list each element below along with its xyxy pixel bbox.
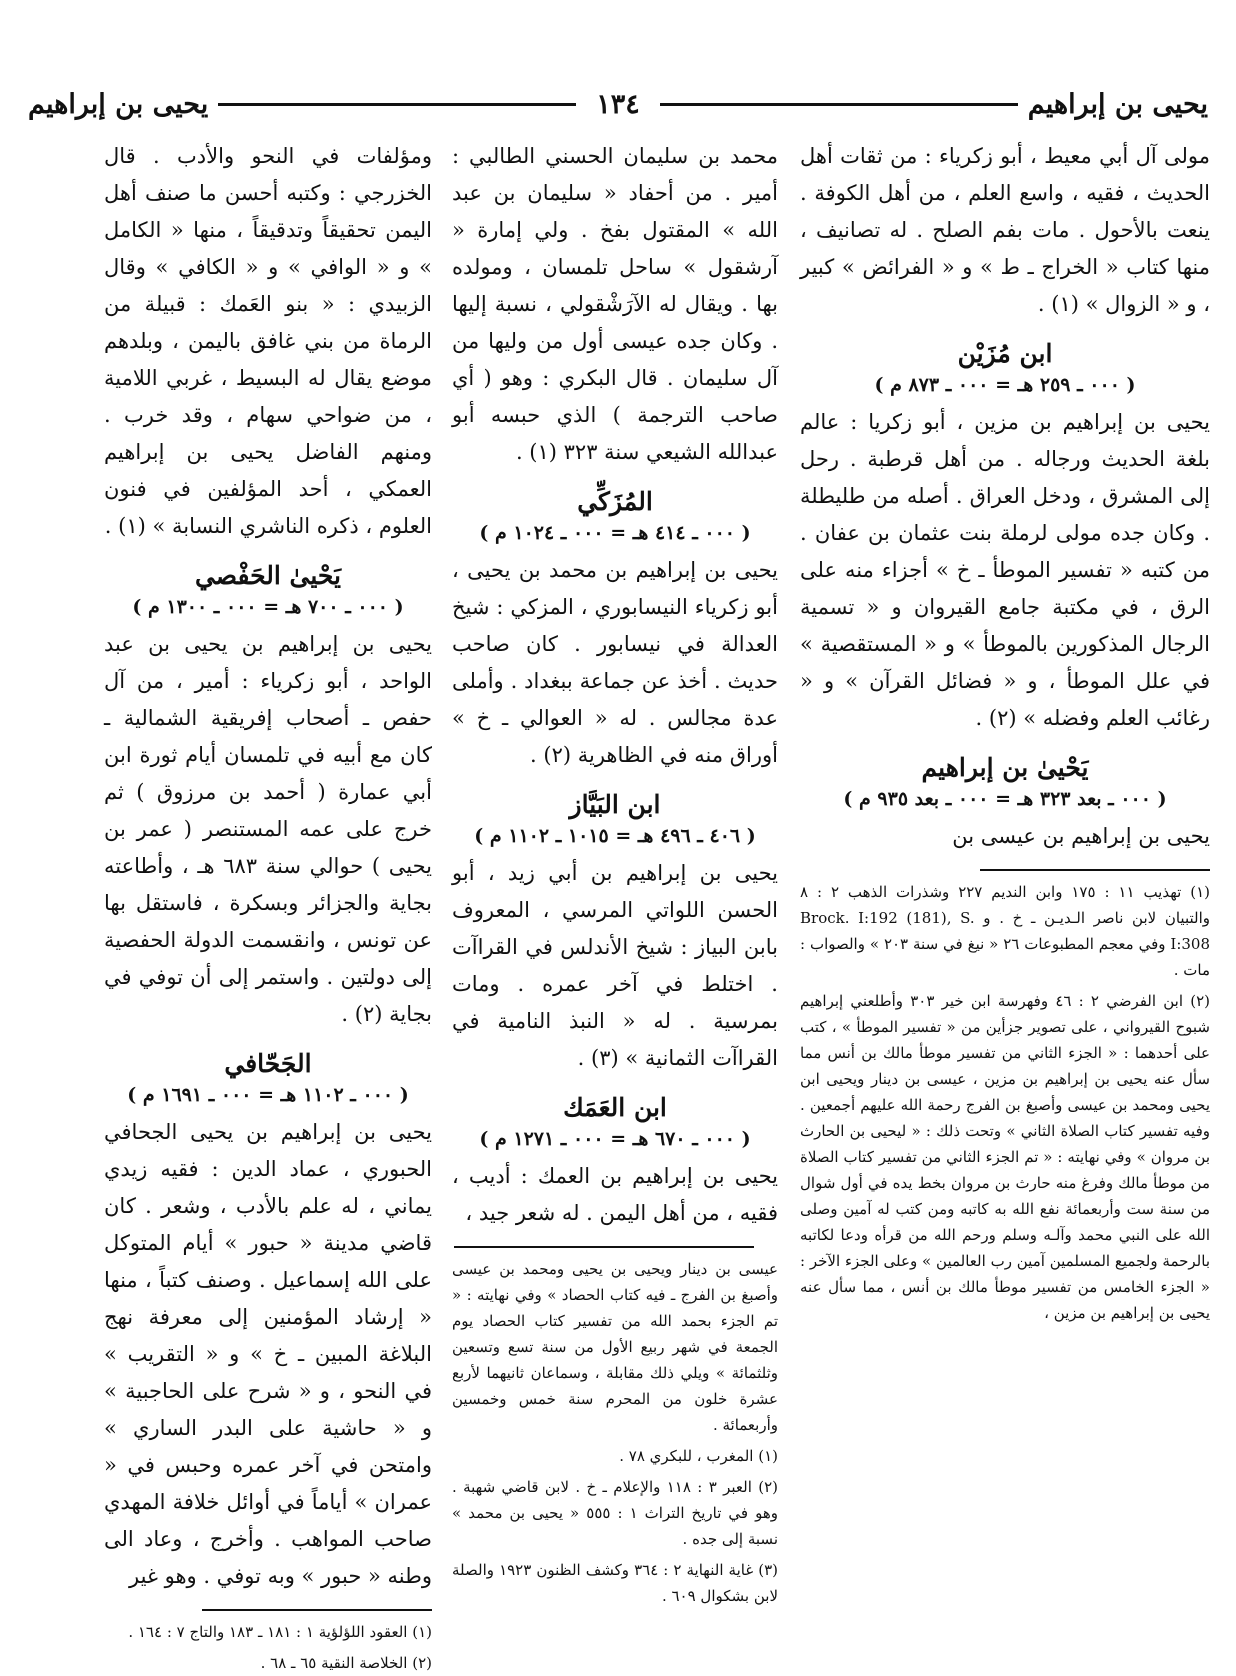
entry-name: ابن البَيَّاز [569,790,661,819]
entry-name: ابن العَمَك [563,1093,667,1122]
entry-name: الجَحّافي [224,1049,312,1078]
entry-heading [104,1049,432,1106]
footnote: (٣) غاية النهاية ٢ : ٣٦٤ وكشف الظنون ١٩٢٣ والصلة لابن بشكوال ٦٠٩ . [452,1561,778,1605]
page-number: ١٣٤ [596,88,640,120]
entry-text: يحيى بن إبراهيم بن محمد بن يحيى ، أبو زكرياء النيسابوري ، المزكي : شيخ العدالة في نيسابور . كان صاحب حديث . أخذ عن جماعة ببغداد . وأملى عدة مجالس . له « العوالي ـ خ » أوراق منه في الظاهرية (٢) . [452,558,778,767]
entry-name: المُزَكِّي [577,487,653,516]
footnote-separator [202,1609,432,1611]
footnote-separator [454,1246,754,1248]
footnote: (٢) الخلاصة النقية ٦٥ ـ ٦٨ . [260,1654,432,1672]
footnote: (٢) العبر ٣ : ١١٨ والإعلام ـ خ . لابن قاضي شهبة . وهو في تاريخ التراث ١ : ٥٥٥ « يحيى بن محمد » نسبة إلى جده . [452,1478,779,1548]
entry-text: يحيى بن إبراهيم بن عيسى بن [952,824,1210,848]
entry-continuation: مولى آل أبي معيط ، أبو زكرياء : من ثقات أهل الحديث ، فقيه ، واسع العلم ، من أهل الكوفة . ينعت بالأحول . مات بفم الصلح . له تصانيف ، منها كتاب « الخراج ـ ط » و « الفرائض » كبير ، و « الزوال » (١) . [800,144,1210,316]
entry-continuation: ومؤلفات في النحو والأدب . قال الخزرجي : وكتبه أحسن ما صنف أهل اليمن تحقيقاً وتدقيقاً ، منها « الكامل » و « الوافي » و « الكافي » وقال الزبيدي : « بنو العَمك : قبيلة من الرماة من بني غافق باليمن ، وبلدهم موضع يقال له البسيط ، غربي اللامية ، من ضواحي سهام ، وقد خرب . ومنهم الفاضل يحيى بن إبراهيم العمكي ، أحد المؤلفين في فنون العلوم ، ذكره الناشري النسابة » (١) . [104,144,432,538]
entry-text: يحيى بن إبراهيم بن يحيى بن عبد الواحد ، أبو زكرياء : أمير ، من آل حفص ـ أصحاب إفريقية الشمالية ـ كان مع أبيه في تلمسان أيام ثورة ابن أبي عمارة ( أحمد بن مرزوق ) ثم خرج على عمه المستنصر ( عمر بن يحيى ) حوالي سنة ٦٨٣ هـ ، وأطاعته بجاية والجزائر وبسكرة ، فاستقل بها عن تونس ، وانقسمت الدولة الحفصية إلى دولتين . واستمر إلى أن توفي في بجاية (٢) . [104,632,432,1026]
header-rule-left [218,103,576,106]
column-right [800,138,1210,1618]
entry-heading [452,1093,778,1150]
entry-continuation: محمد بن سليمان الحسني الطالبي : أمير . من أحفاد « سليمان بن عبد الله » المقتول بفخ . ولي إمارة « آرشقول » ساحل تلمسان ، ومولده بها . ويقال له الآرَشْقولي ، نسبة إليها . وكان جده عيسى أول من وليها من آل سليمان . قال البكري : وهو ( أي صاحب الترجمة ) الذي حبسه أبو عبدالله الشيعي سنة ٣٢٣ (١) . [452,144,778,464]
entry-text: يحيى بن إبراهيم بن يحيى الجحافي الحبوري ، عماد الدين : فقيه زيدي يماني ، له علم بالأدب ، وشعر . كان قاضي مدينة « حبور » أيام المتوكل على الله إسماعيل . وصنف كتباً ، منها « إرشاد المؤمنين إلى معرفة نهج البلاغة المبين ـ خ » و « التقريب » في النحو ، و « شرح على الحاجبية » و « حاشية على البدر الساري » وامتحن في آخر عمره وحبس في « عمران » أياماً في أوائل خلافة المهدي صاحب المواهب . وأخرج ، وعاد الى وطنه « حبور » وبه توفي . وهو غير [104,1120,432,1588]
entry-heading [452,790,778,847]
entry-dates: ( ٠٠٠ ـ ٤١٤ هـ = ٠٠٠ ـ ١٠٢٤ م ) [479,522,751,544]
entry-heading [800,339,1210,396]
entry-dates: ( ٠٠٠ ـ ٢٥٩ هـ = ٠٠٠ ـ ٨٧٣ م ) [874,374,1136,396]
entry-dates: ( ٠٠٠ ـ ٧٠٠ هـ = ٠٠٠ ـ ١٣٠٠ م ) [132,596,404,618]
page-header [28,84,1208,124]
entry-dates: ( ٠٠٠ ـ ١١٠٢ هـ = ٠٠٠ ـ ١٦٩١ م ) [127,1084,409,1106]
entry-text: يحيى بن إبراهيم بن العمك : أديب ، فقيه ، من أهل اليمن . له شعر جيد ، [452,1164,778,1225]
footnote-continuation: عيسى بن دينار ويحيى بن يحيى ومحمد بن عيسى وأصبغ بن الفرج ـ فيه كتاب الحصاد » وفي نهايته : « تم الجزء بحمد الله من تفسير كتاب الحصاد يوم الجمعة في شهر ربيع الأول من سنة تسع وتسعين وثلثمائة » ويلي ذلك مقابلة ، وسماعان ثانيهما لأربع عشرة خلون من المحرم سنة خمس وخمسين وأربعمائة . [452,1260,778,1434]
footnote-separator [980,869,1210,871]
entry-name: ابن مُزَيْن [957,339,1053,368]
entry-dates: ( ٠٠٠ ـ بعد ٣٢٣ هـ = ٠٠٠ ـ بعد ٩٣٥ م ) [843,788,1167,810]
footnote: (١) تهذيب ١١ : ١٧٥ وابن النديم ٢٢٧ وشذرات الذهب ٢ : ٨ والتبيان لابن ناصر الـديـن ـ خ . و Brock. I:192 (181), S. I:308 وفي معجم المطبوعات ٢٦ « نيغ في سنة ٢٠٣ » والصواب : مات . [800,883,1211,979]
entry-heading [104,561,432,618]
footnote: (٢) ابن الفرضي ٢ : ٤٦ وفهرسة ابن خير ٣٠٣ وأطلعني إبراهيم شبوح القيرواني ، على تصوير جزأين من « تفسير الموطأ » ، كتب على أحدهما : « الجزء الثاني من تفسير موطأ مالك بن أنس مما سأل عنه يحيى بن إبراهيم بن مزين ، عيسى بن دينار ويحيى ابن يحيى ومحمد بن عيسى وأصبغ بن الفرج رحمة الله عليهم أجمعين . وفيه تفسير كتاب الصلاة الثاني » وتحت ذلك : « ليحيى بن الحارث بن مروان » وفي نهايته : « تم الجزء الثاني من تفسير كتاب الصلاة من موطأ مالك وفرغ منه حارث بن مروان بخط يده في أول شوال من سنة ست وأربعمائة نفع الله به كاتبه ومن كتب له آمين وصلى الله على النبي محمد وآلـه وسلم ورحم الله من قرأه ودعا لكاتبه بالرحمة ولجميع المسلمين آمين رب العالمين » وعلى الجزء الآخر : « الجزء الخامس من تفسير موطأ مالك بن أنس ، مما سأل عنه يحيى بن إبراهيم بن مزين ، [800,992,1211,1322]
footnote: (١) العقود اللؤلؤية ١ : ١٨١ ـ ١٨٣ والتاج ٧ : ١٦٤ . [128,1623,432,1641]
header-rule-right [660,103,1018,106]
running-head-right: يحيى بن إبراهيم [1027,88,1208,120]
entry-text: يحيى بن إبراهيم بن مزين ، أبو زكريا : عالم بلغة الحديث ورجاله . من أهل قرطبة . رحل إلى المشرق ، ودخل العراق . أصله من طليطلة . وكان جده مولى لرملة بنت عثمان بن عفان . من كتبه « تفسير الموطأ ـ خ » أجزاء منه على الرق ، في مكتبة جامع القيروان و « تسمية الرجال المذكورين بالموطأ » و « المستقصية » في علل الموطأ ، و « فضائل القرآن » و « رغائب العلم وفضله » (٢) . [800,410,1210,730]
running-head-left: يحيى بن إبراهيم [27,88,209,120]
entry-dates: ( ٤٠٦ ـ ٤٩٦ هـ = ١٠١٥ ـ ١١٠٢ م ) [474,825,756,847]
column-middle [452,138,778,1618]
entry-heading [452,487,778,544]
entry-name: يَحْيىٰ الحَفْصي [194,561,342,590]
entry-heading [800,753,1210,810]
entry-name: يَحْيىٰ بن إبراهيم [921,753,1089,782]
entry-text: يحيى بن إبراهيم بن أبي زيد ، أبو الحسن اللواتي المرسي ، المعروف بابن البياز : شيخ الأندلس في القراآت . اختلط في آخر عمره . ومات بمرسية . له « النبذ النامية في القراآت الثمانية » (٣) . [452,861,778,1070]
entry-dates: ( ٠٠٠ ـ ٦٧٠ هـ = ٠٠٠ ـ ١٢٧١ م ) [479,1128,751,1150]
footnote: (١) المغرب ، للبكري ٧٨ . [619,1447,778,1465]
column-left [104,138,432,1672]
